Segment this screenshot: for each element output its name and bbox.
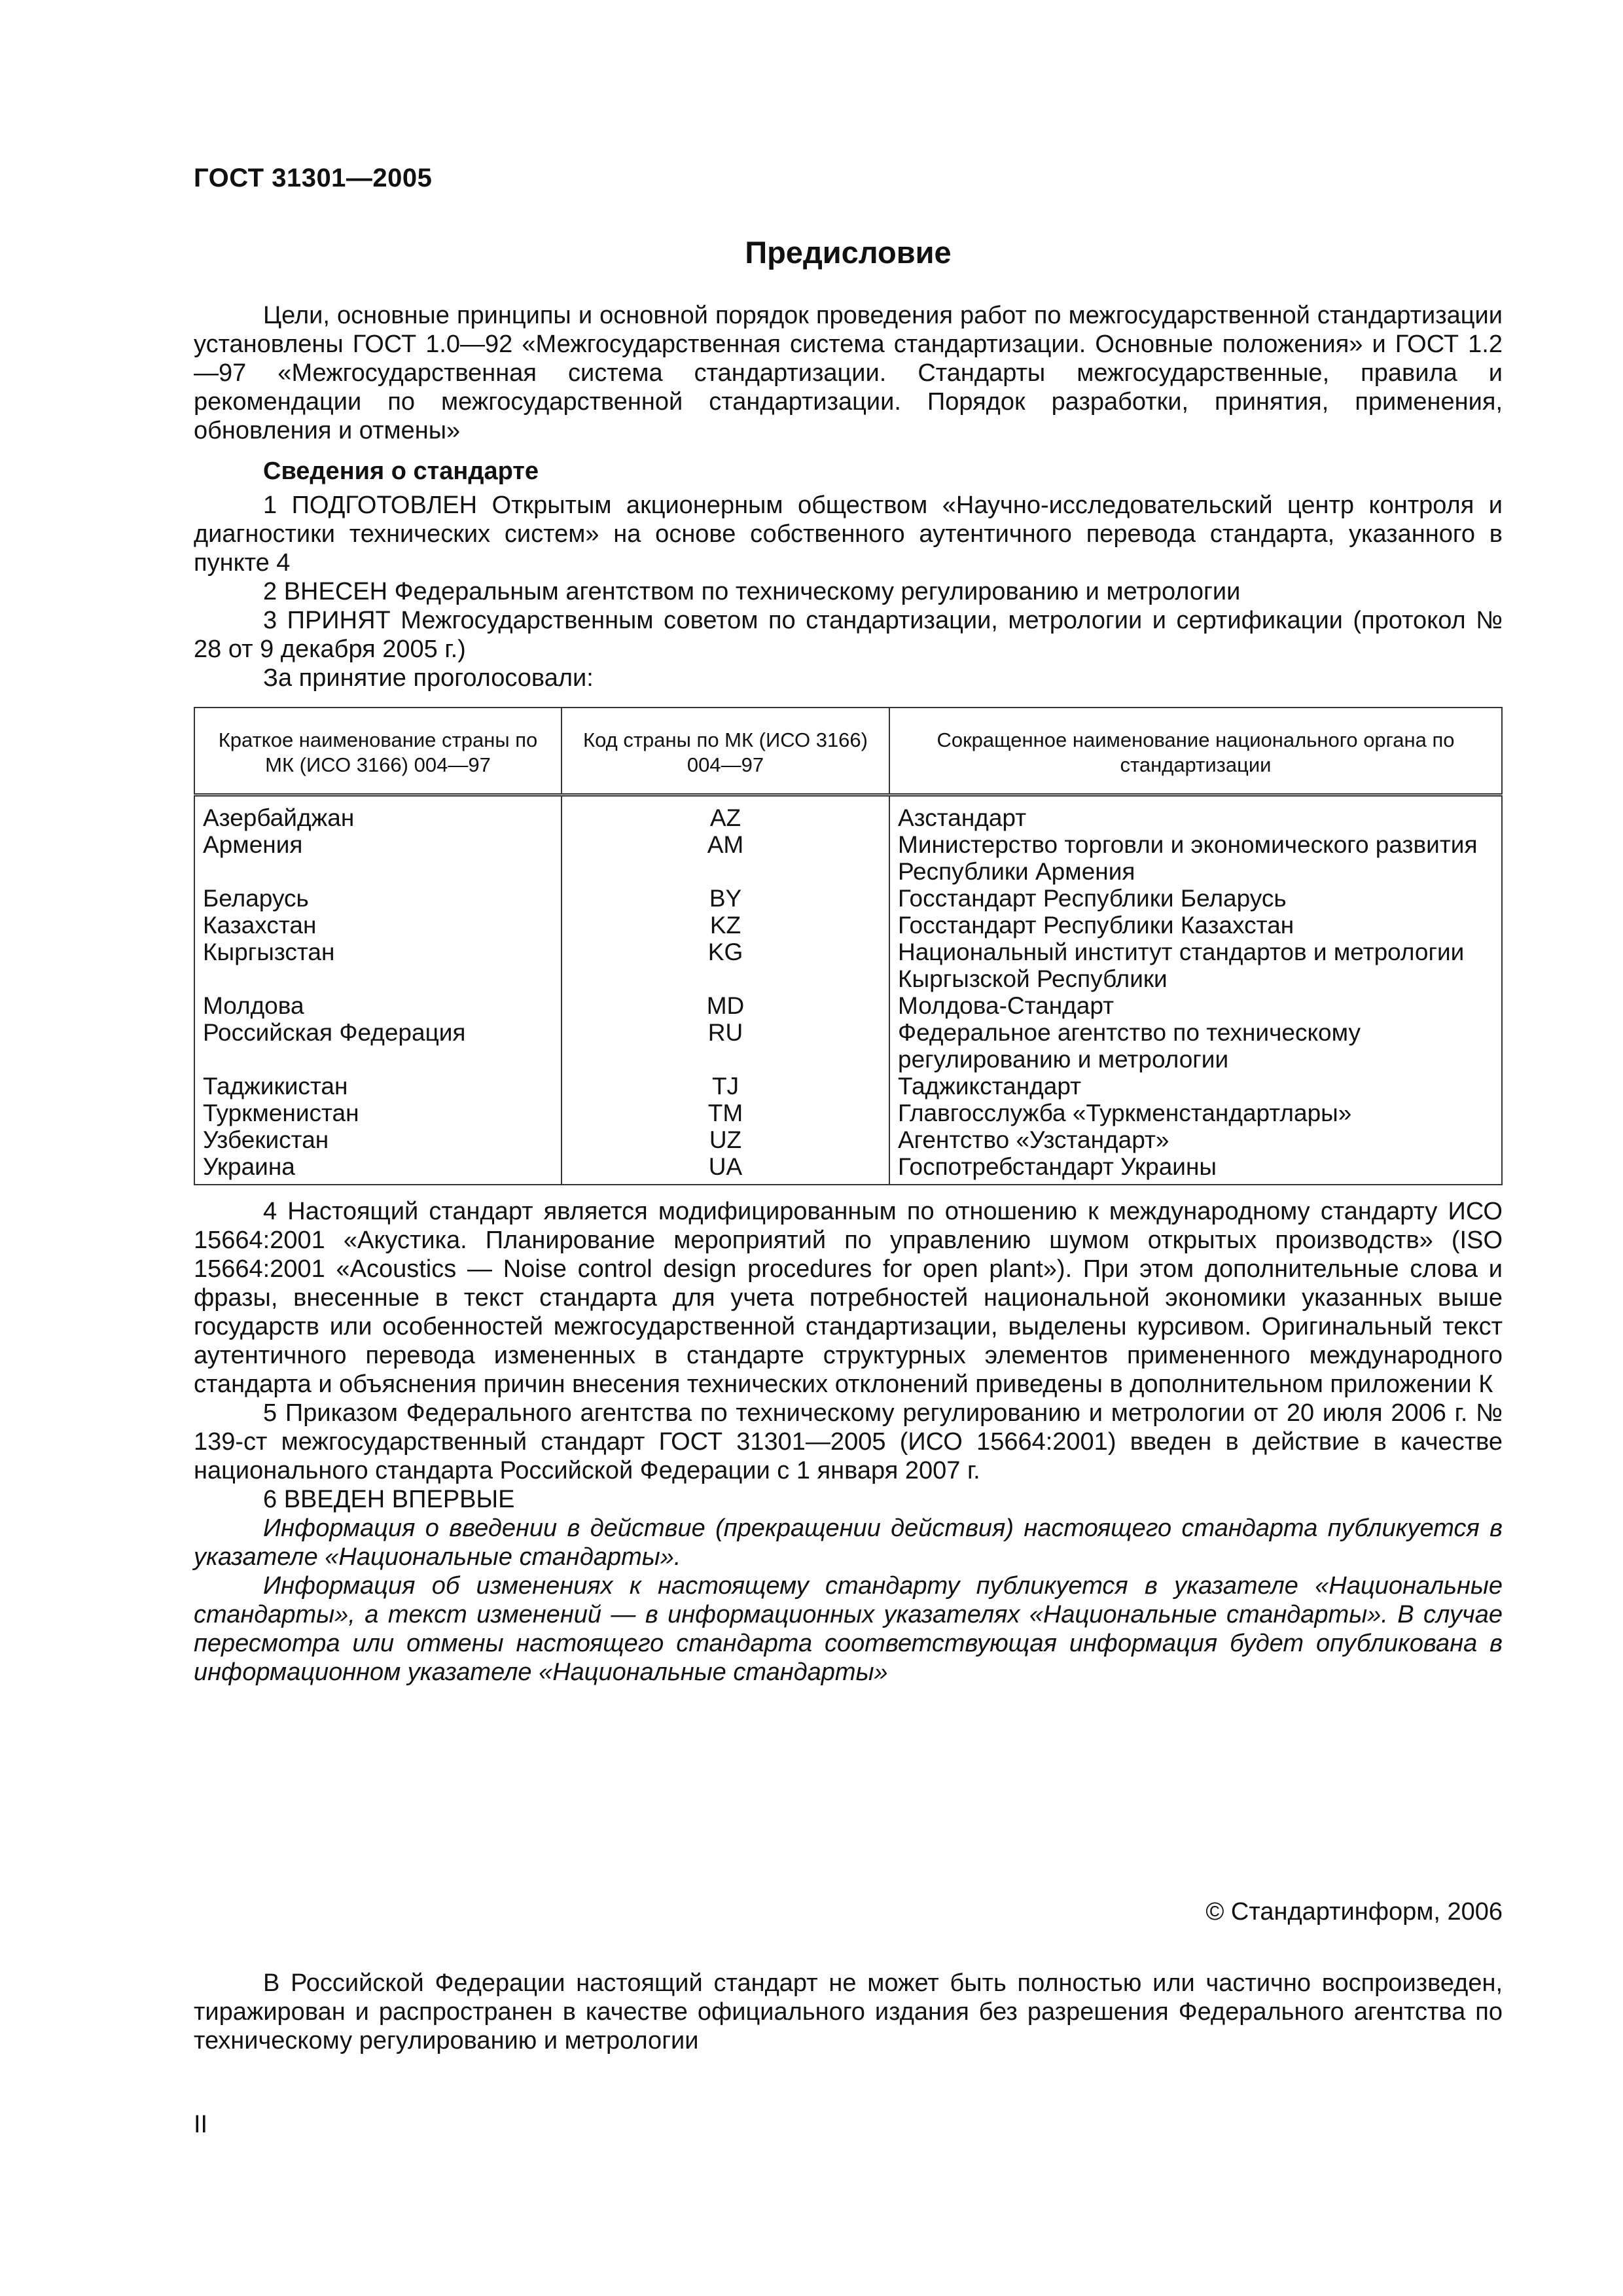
cell-code: UZ — [562, 1126, 889, 1153]
vote-label: За принятие проголосовали: — [263, 664, 594, 692]
cell-code: TJ — [562, 1073, 889, 1100]
cell-code: AM — [562, 831, 889, 885]
foreword-body — [194, 301, 1503, 1687]
item-submitted: 2 ВНЕСЕН Федеральным агентством по техническому регулированию и метрологии — [263, 578, 1241, 605]
table-row — [194, 1100, 1502, 1126]
cell-body: Федеральное агентство по техническому регулированию и метрологии — [889, 1019, 1502, 1073]
table-row — [194, 912, 1502, 939]
table-row — [194, 939, 1502, 992]
table-row — [194, 1126, 1502, 1153]
cell-country: Беларусь — [194, 885, 562, 912]
table-row — [194, 992, 1502, 1019]
cell-code: MD — [562, 992, 889, 1019]
cell-code: AZ — [562, 795, 889, 832]
cell-body: Азстандарт — [889, 795, 1502, 832]
cell-country: Молдова — [194, 992, 562, 1019]
cell-country: Казахстан — [194, 912, 562, 939]
cell-body: Агентство «Узстандарт» — [889, 1126, 1502, 1153]
cell-country: Узбекистан — [194, 1126, 562, 1153]
table-row — [194, 831, 1502, 885]
cell-country: Армения — [194, 831, 562, 885]
cell-body: Национальный институт стандартов и метрологии Кыргызской Республики — [889, 939, 1502, 992]
cell-body: Госстандарт Республики Беларусь — [889, 885, 1502, 912]
column-header-body: Сокращенное наименование национального органа по стандартизации — [889, 708, 1502, 795]
page-number: II — [194, 2111, 208, 2138]
member-states-table — [194, 707, 1503, 1185]
table-row — [194, 795, 1502, 832]
column-header-country: Краткое наименование страны по МК (ИСО 3166) 004—97 — [194, 708, 562, 795]
item-modification: 4 Настоящий стандарт является модифицированным по отношению к международному стандарту ИСО 15664:2001 «Акустика. Планирование мероприятий по управлению шумом открытых производств» (ISO 15664:2001 «Acoustics — Noise control design procedures for open plant»). При этом дополнительные слова и фразы, внесенные в текст стандарта для учета потребностей национальной экономики указанных выше государств или особенностей межгосударственной стандартизации, выделены курсивом. Оригинальный текст аутентичного перевода измененных в стандарте структурных элементов примененного международного стандарта и объяснения причин внесения технических отклонений приведены в дополнительном приложении К — [194, 1198, 1503, 1398]
cell-country: Таджикистан — [194, 1073, 562, 1100]
cell-country: Украина — [194, 1153, 562, 1185]
info-publication: Информация о введении в действие (прекращении действия) настоящего стандарта публикуется в указателе «Национальные стандарты». — [194, 1515, 1503, 1571]
cell-body: Таджикстандарт — [889, 1073, 1502, 1100]
item-adopted: 3 ПРИНЯТ Межгосударственным советом по стандартизации, метрологии и сертификации (протокол № 28 от 9 декабря 2005 г.) — [194, 607, 1503, 663]
table-row — [194, 885, 1502, 912]
intro-paragraph: Цели, основные принципы и основной порядок проведения работ по межгосударственной стандартизации установлены ГОСТ 1.0—92 «Межгосударственная система стандартизации. Основные положения» и ГОСТ 1.2—97 «Межгосударственная система стандартизации. Стандарты межгосударственные, правила и рекомендации по межгосударственной стандартизации. Порядок разработки, принятия, применения, обновления и отмены» — [194, 302, 1503, 444]
cell-country: Российская Федерация — [194, 1019, 562, 1073]
cell-code: TM — [562, 1100, 889, 1126]
page-title: Предисловие — [745, 235, 952, 270]
cell-country: Туркменистан — [194, 1100, 562, 1126]
cell-code: KG — [562, 939, 889, 992]
table-row — [194, 1019, 1502, 1073]
rights-paragraph — [194, 1969, 1503, 2055]
cell-code: RU — [562, 1019, 889, 1073]
rights-text: В Российской Федерации настоящий стандарт не может быть полностью или частично воспроизведен, тиражирован и распространен в качестве официального издания без разрешения Федерального агентства по техническому регулированию и метрологии — [194, 1969, 1503, 2054]
cell-body: Министерство торговли и экономического развития Республики Армения — [889, 831, 1502, 885]
column-header-code: Код страны по МК (ИСО 3166) 004—97 — [562, 708, 889, 795]
cell-country: Кыргызстан — [194, 939, 562, 992]
item-order: 5 Приказом Федерального агентства по техническому регулированию и метрологии от 20 июля 2006 г. № 139-ст межгосударственный стандарт ГОСТ 31301—2005 (ИСО 15664:2001) введен в действие в качестве национального стандарта Российской Федерации с 1 января 2007 г. — [194, 1399, 1503, 1484]
table-row — [194, 1153, 1502, 1185]
section-subtitle: Сведения о стандарте — [263, 457, 539, 485]
cell-body: Главгосслужба «Туркменстандартлары» — [889, 1100, 1502, 1126]
cell-body: Госпотребстандарт Украины — [889, 1153, 1502, 1185]
cell-code: UA — [562, 1153, 889, 1185]
document-number: ГОСТ 31301—2005 — [194, 164, 433, 192]
cell-code: KZ — [562, 912, 889, 939]
table-header-row — [194, 708, 1502, 795]
item-prepared: 1 ПОДГОТОВЛЕН Открытым акционерным обществом «Научно-исследовательский центр контроля и диагностики технических систем» на основе собственного аутентичного перевода стандарта, указанного в пункте 4 — [194, 492, 1503, 577]
cell-country: Азербайджан — [194, 795, 562, 832]
cell-body: Молдова-Стандарт — [889, 992, 1502, 1019]
cell-code: BY — [562, 885, 889, 912]
table-row — [194, 1073, 1502, 1100]
copyright-notice: © Стандартинформ, 2006 — [1205, 1898, 1503, 1926]
cell-body: Госстандарт Республики Казахстан — [889, 912, 1502, 939]
info-changes: Информация об изменениях к настоящему стандарту публикуется в указателе «Национальные стандарты», а текст изменений — в информационных указателях «Национальные стандарты». В случае пересмотра или отмены настоящего стандарта соответствующая информация будет опубликована в информационном указателе «Национальные стандарты» — [194, 1572, 1503, 1686]
item-first-introduced: 6 ВВЕДЕН ВПЕРВЫЕ — [263, 1486, 515, 1513]
